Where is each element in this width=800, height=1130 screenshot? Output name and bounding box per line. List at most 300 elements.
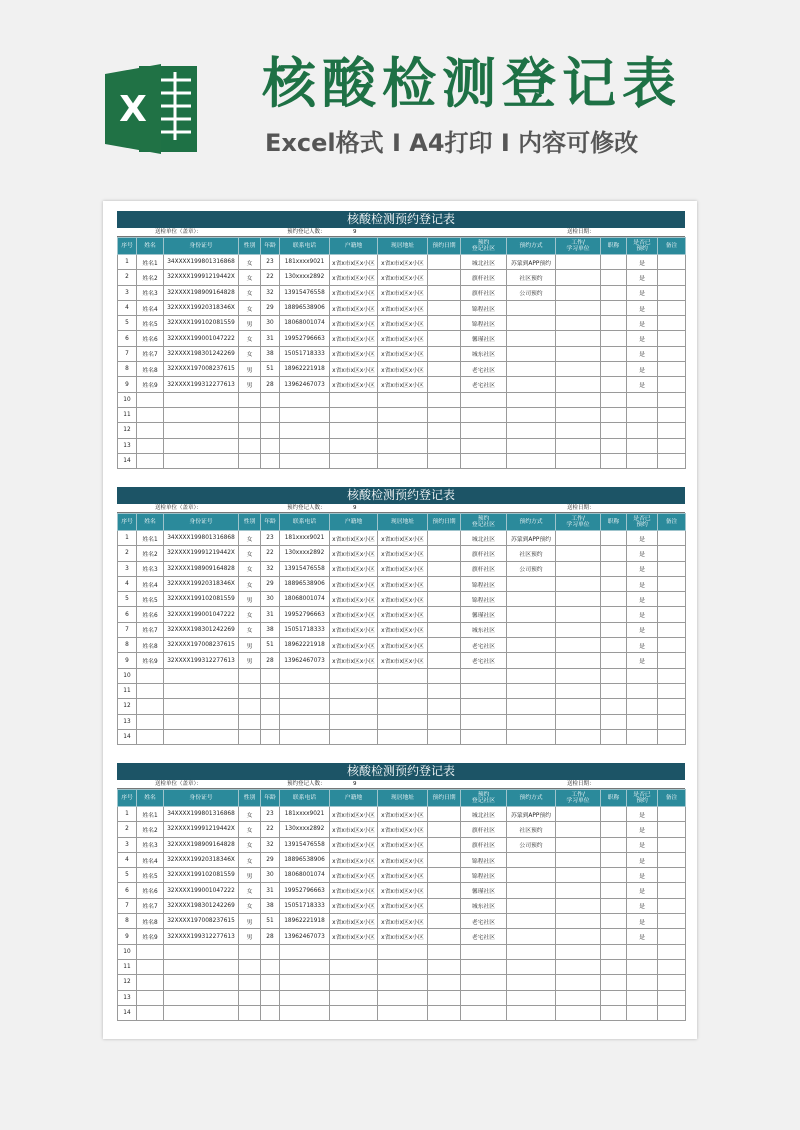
table-cell[interactable] [556,377,601,392]
table-cell[interactable]: x省x市x区x小区 [330,331,378,346]
table-cell[interactable]: 锦程社区 [461,868,507,883]
table-cell[interactable]: 12 [118,975,137,990]
table-cell[interactable] [658,837,686,852]
table-cell[interactable] [164,683,239,698]
table-cell[interactable]: 姓名3 [137,285,164,300]
table-cell[interactable]: x省x市x区x小区 [330,852,378,867]
table-cell[interactable]: 13915476558 [280,561,330,576]
table-cell[interactable]: 8 [118,362,137,377]
table-cell[interactable] [658,729,686,744]
table-cell[interactable]: 32XXXX197008237615 [164,914,239,929]
table-cell[interactable]: 是 [627,638,658,653]
table-cell[interactable]: 32XXXX198301242269 [164,898,239,913]
table-cell[interactable]: 女 [239,546,261,561]
table-cell[interactable] [601,531,627,546]
table-cell[interactable]: 32XXXX199001047222 [164,607,239,622]
table-cell[interactable] [601,807,627,822]
table-cell[interactable] [556,638,601,653]
table-cell[interactable]: 社区预约 [507,822,556,837]
table-cell[interactable] [330,699,378,714]
table-cell[interactable] [261,714,280,729]
table-cell[interactable]: 男 [239,592,261,607]
table-cell[interactable]: 11 [118,959,137,974]
table-cell[interactable]: 51 [261,362,280,377]
table-cell[interactable] [658,331,686,346]
table-cell[interactable]: 老宅社区 [461,638,507,653]
table-cell[interactable]: 锦程社区 [461,852,507,867]
table-cell[interactable]: 是 [627,255,658,270]
table-cell[interactable] [164,975,239,990]
table-cell[interactable]: 姓名9 [137,929,164,944]
table-cell[interactable] [330,392,378,407]
table-cell[interactable]: x省x市x区x小区 [378,270,428,285]
table-cell[interactable]: 3 [118,561,137,576]
table-cell[interactable]: 6 [118,331,137,346]
table-cell[interactable] [658,959,686,974]
table-cell[interactable] [658,607,686,622]
table-cell[interactable]: 姓名3 [137,837,164,852]
table-cell[interactable]: 181xxxx9021 [280,531,330,546]
table-cell[interactable]: 姓名4 [137,576,164,591]
table-cell[interactable]: 32XXXX199102081559 [164,592,239,607]
table-cell[interactable]: 19952796663 [280,607,330,622]
table-cell[interactable] [428,270,461,285]
table-cell[interactable]: 男 [239,638,261,653]
table-cell[interactable] [330,944,378,959]
table-cell[interactable] [164,1005,239,1020]
table-cell[interactable]: 30 [261,868,280,883]
table-cell[interactable]: 32XXXX19920318346X [164,300,239,315]
table-cell[interactable] [428,852,461,867]
table-cell[interactable]: 32XXXX198909164828 [164,837,239,852]
table-cell[interactable] [556,852,601,867]
table-cell[interactable]: 是 [627,898,658,913]
table-cell[interactable]: 男 [239,653,261,668]
table-cell[interactable]: 29 [261,300,280,315]
table-cell[interactable]: 23 [261,807,280,822]
table-cell[interactable] [507,883,556,898]
table-cell[interactable]: 6 [118,607,137,622]
table-cell[interactable]: 18962221918 [280,362,330,377]
table-cell[interactable] [507,668,556,683]
table-cell[interactable]: x省x市x区x小区 [378,362,428,377]
table-cell[interactable]: 22 [261,822,280,837]
table-cell[interactable] [556,959,601,974]
table-cell[interactable]: 38 [261,346,280,361]
table-cell[interactable] [428,944,461,959]
table-cell[interactable] [601,699,627,714]
table-cell[interactable] [261,407,280,422]
table-cell[interactable]: 32XXXX19920318346X [164,852,239,867]
table-cell[interactable]: 12 [118,699,137,714]
table-cell[interactable] [556,300,601,315]
table-cell[interactable] [164,990,239,1005]
table-cell[interactable] [556,316,601,331]
table-cell[interactable]: 姓名7 [137,622,164,637]
table-cell[interactable]: 公司预约 [507,561,556,576]
table-cell[interactable] [428,607,461,622]
table-cell[interactable]: 32XXXX198909164828 [164,285,239,300]
table-cell[interactable] [507,331,556,346]
table-cell[interactable] [507,423,556,438]
table-cell[interactable] [507,622,556,637]
table-cell[interactable] [556,668,601,683]
table-cell[interactable]: 姓名4 [137,852,164,867]
table-cell[interactable]: 女 [239,852,261,867]
table-cell[interactable] [507,346,556,361]
table-cell[interactable] [280,453,330,468]
table-cell[interactable]: 旗杆社区 [461,285,507,300]
table-cell[interactable] [627,453,658,468]
table-cell[interactable] [627,392,658,407]
table-cell[interactable] [280,1005,330,1020]
table-cell[interactable] [601,837,627,852]
table-cell[interactable] [658,407,686,422]
table-cell[interactable] [601,407,627,422]
table-cell[interactable]: 旗杆社区 [461,270,507,285]
table-cell[interactable]: 姓名3 [137,561,164,576]
table-cell[interactable] [658,316,686,331]
table-cell[interactable]: 女 [239,883,261,898]
table-cell[interactable]: 姓名1 [137,807,164,822]
table-cell[interactable]: 34XXXX199801316868 [164,531,239,546]
table-cell[interactable] [601,683,627,698]
table-cell[interactable]: x省x市x区x小区 [378,837,428,852]
table-cell[interactable] [507,576,556,591]
table-cell[interactable] [658,576,686,591]
table-cell[interactable]: 是 [627,300,658,315]
table-cell[interactable] [601,714,627,729]
table-cell[interactable]: 是 [627,653,658,668]
table-cell[interactable] [658,852,686,867]
table-cell[interactable]: x省x市x区x小区 [378,607,428,622]
table-cell[interactable]: 130xxxx2892 [280,546,330,561]
table-cell[interactable] [378,699,428,714]
table-cell[interactable]: 32XXXX199001047222 [164,883,239,898]
table-cell[interactable]: 女 [239,822,261,837]
table-cell[interactable]: 姓名2 [137,822,164,837]
table-cell[interactable]: 是 [627,807,658,822]
table-cell[interactable] [428,959,461,974]
table-cell[interactable]: 14 [118,1005,137,1020]
table-cell[interactable]: 32XXXX197008237615 [164,638,239,653]
table-cell[interactable] [330,959,378,974]
table-cell[interactable]: 社区预约 [507,270,556,285]
table-cell[interactable]: 女 [239,837,261,852]
table-cell[interactable]: 13915476558 [280,837,330,852]
table-cell[interactable] [239,975,261,990]
table-cell[interactable]: 城北社区 [461,807,507,822]
table-cell[interactable] [556,822,601,837]
table-cell[interactable] [658,362,686,377]
table-cell[interactable] [601,607,627,622]
table-cell[interactable] [428,683,461,698]
table-cell[interactable]: x省x市x区x小区 [378,807,428,822]
table-cell[interactable]: 18068001074 [280,592,330,607]
table-cell[interactable]: 13962467073 [280,929,330,944]
table-cell[interactable] [627,959,658,974]
table-cell[interactable] [507,638,556,653]
table-cell[interactable]: x省x市x区x小区 [378,638,428,653]
table-cell[interactable] [428,653,461,668]
table-cell[interactable] [137,438,164,453]
table-cell[interactable]: 18896538906 [280,576,330,591]
table-cell[interactable]: 姓名8 [137,638,164,653]
table-cell[interactable] [428,346,461,361]
table-cell[interactable] [556,990,601,1005]
table-cell[interactable] [658,285,686,300]
table-cell[interactable]: 老宅社区 [461,914,507,929]
table-cell[interactable] [556,270,601,285]
table-cell[interactable] [428,407,461,422]
table-cell[interactable] [658,453,686,468]
table-cell[interactable] [507,914,556,929]
table-cell[interactable]: x省x市x区x小区 [330,346,378,361]
table-cell[interactable] [556,837,601,852]
table-cell[interactable] [330,1005,378,1020]
table-cell[interactable] [280,683,330,698]
table-cell[interactable] [378,975,428,990]
table-cell[interactable] [330,990,378,1005]
table-cell[interactable] [507,316,556,331]
table-cell[interactable] [137,1005,164,1020]
table-cell[interactable] [378,423,428,438]
table-cell[interactable] [428,868,461,883]
table-cell[interactable] [378,944,428,959]
table-cell[interactable]: 32XXXX197008237615 [164,362,239,377]
table-cell[interactable] [556,255,601,270]
table-cell[interactable]: 姓名5 [137,316,164,331]
table-cell[interactable]: 9 [118,377,137,392]
table-cell[interactable] [601,852,627,867]
table-cell[interactable] [428,423,461,438]
table-cell[interactable]: 男 [239,868,261,883]
table-cell[interactable]: x省x市x区x小区 [330,561,378,576]
table-cell[interactable] [556,407,601,422]
table-cell[interactable] [507,975,556,990]
table-cell[interactable]: 14 [118,729,137,744]
table-cell[interactable]: 是 [627,377,658,392]
table-cell[interactable] [556,561,601,576]
table-cell[interactable] [280,438,330,453]
table-cell[interactable]: x省x市x区x小区 [330,638,378,653]
table-cell[interactable] [601,668,627,683]
table-cell[interactable]: x省x市x区x小区 [378,898,428,913]
table-cell[interactable]: 老宅社区 [461,362,507,377]
table-cell[interactable] [658,898,686,913]
table-cell[interactable] [330,453,378,468]
table-cell[interactable]: 34XXXX199801316868 [164,807,239,822]
table-cell[interactable] [507,852,556,867]
table-cell[interactable]: x省x市x区x小区 [330,531,378,546]
table-cell[interactable]: x省x市x区x小区 [378,285,428,300]
table-cell[interactable]: 11 [118,407,137,422]
table-cell[interactable]: 28 [261,653,280,668]
table-cell[interactable] [601,300,627,315]
table-cell[interactable]: 18896538906 [280,852,330,867]
table-cell[interactable]: 32XXXX199001047222 [164,331,239,346]
table-cell[interactable] [428,438,461,453]
table-cell[interactable] [261,959,280,974]
table-cell[interactable] [507,407,556,422]
table-cell[interactable]: 男 [239,362,261,377]
table-cell[interactable]: 8 [118,914,137,929]
table-cell[interactable] [507,959,556,974]
table-cell[interactable]: 32XXXX198301242269 [164,622,239,637]
table-cell[interactable] [330,683,378,698]
table-cell[interactable] [601,576,627,591]
table-cell[interactable] [601,561,627,576]
table-cell[interactable]: 32XXXX199312277613 [164,929,239,944]
table-cell[interactable]: 3 [118,837,137,852]
table-cell[interactable] [428,392,461,407]
table-cell[interactable] [330,438,378,453]
table-cell[interactable] [280,392,330,407]
table-cell[interactable] [428,1005,461,1020]
table-cell[interactable] [461,392,507,407]
table-cell[interactable]: 女 [239,898,261,913]
table-cell[interactable]: 31 [261,883,280,898]
table-cell[interactable]: 32XXXX199102081559 [164,316,239,331]
table-cell[interactable]: x省x市x区x小区 [330,546,378,561]
table-cell[interactable]: 是 [627,883,658,898]
table-cell[interactable]: x省x市x区x小区 [378,622,428,637]
table-cell[interactable]: 旗杆社区 [461,822,507,837]
table-cell[interactable]: x省x市x区x小区 [330,255,378,270]
table-cell[interactable] [428,699,461,714]
table-cell[interactable]: 15051718333 [280,346,330,361]
table-cell[interactable]: 男 [239,914,261,929]
table-cell[interactable] [461,423,507,438]
table-cell[interactable]: x省x市x区x小区 [330,822,378,837]
table-cell[interactable] [658,975,686,990]
table-cell[interactable] [428,822,461,837]
table-cell[interactable] [461,729,507,744]
table-cell[interactable] [330,423,378,438]
table-cell[interactable] [428,807,461,822]
table-cell[interactable] [428,837,461,852]
table-cell[interactable] [280,714,330,729]
table-cell[interactable]: 苏蒙到APP预约 [507,807,556,822]
table-cell[interactable] [627,668,658,683]
table-cell[interactable] [428,316,461,331]
table-cell[interactable] [378,1005,428,1020]
table-cell[interactable]: 130xxxx2892 [280,270,330,285]
table-cell[interactable] [601,346,627,361]
table-cell[interactable] [556,423,601,438]
table-cell[interactable] [137,944,164,959]
table-cell[interactable] [164,423,239,438]
table-cell[interactable] [507,392,556,407]
table-cell[interactable]: 姓名1 [137,531,164,546]
table-cell[interactable] [378,453,428,468]
table-cell[interactable] [507,683,556,698]
table-cell[interactable] [261,423,280,438]
table-cell[interactable] [428,531,461,546]
table-cell[interactable] [428,914,461,929]
table-cell[interactable]: 公司预约 [507,285,556,300]
table-cell[interactable]: 旗杆社区 [461,546,507,561]
table-cell[interactable] [428,929,461,944]
table-cell[interactable]: 7 [118,622,137,637]
table-cell[interactable] [601,362,627,377]
table-cell[interactable]: 18962221918 [280,914,330,929]
table-cell[interactable]: 城东社区 [461,346,507,361]
table-cell[interactable]: 32 [261,561,280,576]
table-cell[interactable] [658,929,686,944]
table-cell[interactable]: 姓名9 [137,377,164,392]
table-cell[interactable]: 是 [627,868,658,883]
table-cell[interactable]: 姓名2 [137,546,164,561]
table-cell[interactable]: x省x市x区x小区 [330,270,378,285]
table-cell[interactable] [658,561,686,576]
table-cell[interactable]: 51 [261,914,280,929]
table-cell[interactable] [261,699,280,714]
table-cell[interactable] [556,285,601,300]
table-cell[interactable] [428,668,461,683]
table-cell[interactable] [658,638,686,653]
table-cell[interactable]: x省x市x区x小区 [330,607,378,622]
table-cell[interactable] [378,714,428,729]
table-cell[interactable]: 181xxxx9021 [280,255,330,270]
table-cell[interactable] [601,959,627,974]
table-cell[interactable]: 5 [118,316,137,331]
table-cell[interactable] [556,699,601,714]
table-cell[interactable]: 32XXXX199312277613 [164,377,239,392]
table-cell[interactable] [280,990,330,1005]
table-cell[interactable]: 姓名8 [137,914,164,929]
table-cell[interactable] [137,714,164,729]
table-cell[interactable]: x省x市x区x小区 [378,300,428,315]
table-cell[interactable] [239,990,261,1005]
table-cell[interactable]: 32XXXX198301242269 [164,346,239,361]
table-cell[interactable]: 51 [261,638,280,653]
table-cell[interactable]: 8 [118,638,137,653]
table-cell[interactable]: x省x市x区x小区 [378,822,428,837]
table-cell[interactable] [261,683,280,698]
table-cell[interactable] [658,714,686,729]
table-cell[interactable] [507,699,556,714]
table-cell[interactable] [261,1005,280,1020]
table-cell[interactable]: 社区预约 [507,546,556,561]
table-cell[interactable] [658,592,686,607]
table-cell[interactable]: 29 [261,852,280,867]
table-cell[interactable]: 苏蒙到APP预约 [507,531,556,546]
table-cell[interactable]: 14 [118,453,137,468]
table-cell[interactable]: 30 [261,316,280,331]
table-cell[interactable] [239,944,261,959]
table-cell[interactable]: x省x市x区x小区 [378,592,428,607]
table-cell[interactable] [601,331,627,346]
table-cell[interactable]: x省x市x区x小区 [378,255,428,270]
table-cell[interactable]: 30 [261,592,280,607]
table-cell[interactable] [658,653,686,668]
table-cell[interactable]: 22 [261,546,280,561]
table-cell[interactable] [164,944,239,959]
table-cell[interactable]: 是 [627,822,658,837]
table-cell[interactable] [556,929,601,944]
table-cell[interactable] [627,407,658,422]
table-cell[interactable]: x省x市x区x小区 [378,346,428,361]
table-cell[interactable] [461,714,507,729]
table-cell[interactable]: x省x市x区x小区 [330,807,378,822]
table-cell[interactable] [239,407,261,422]
table-cell[interactable] [428,975,461,990]
table-cell[interactable] [164,392,239,407]
table-cell[interactable]: 馨瑾社区 [461,331,507,346]
table-cell[interactable]: x省x市x区x小区 [378,852,428,867]
table-cell[interactable]: 5 [118,592,137,607]
